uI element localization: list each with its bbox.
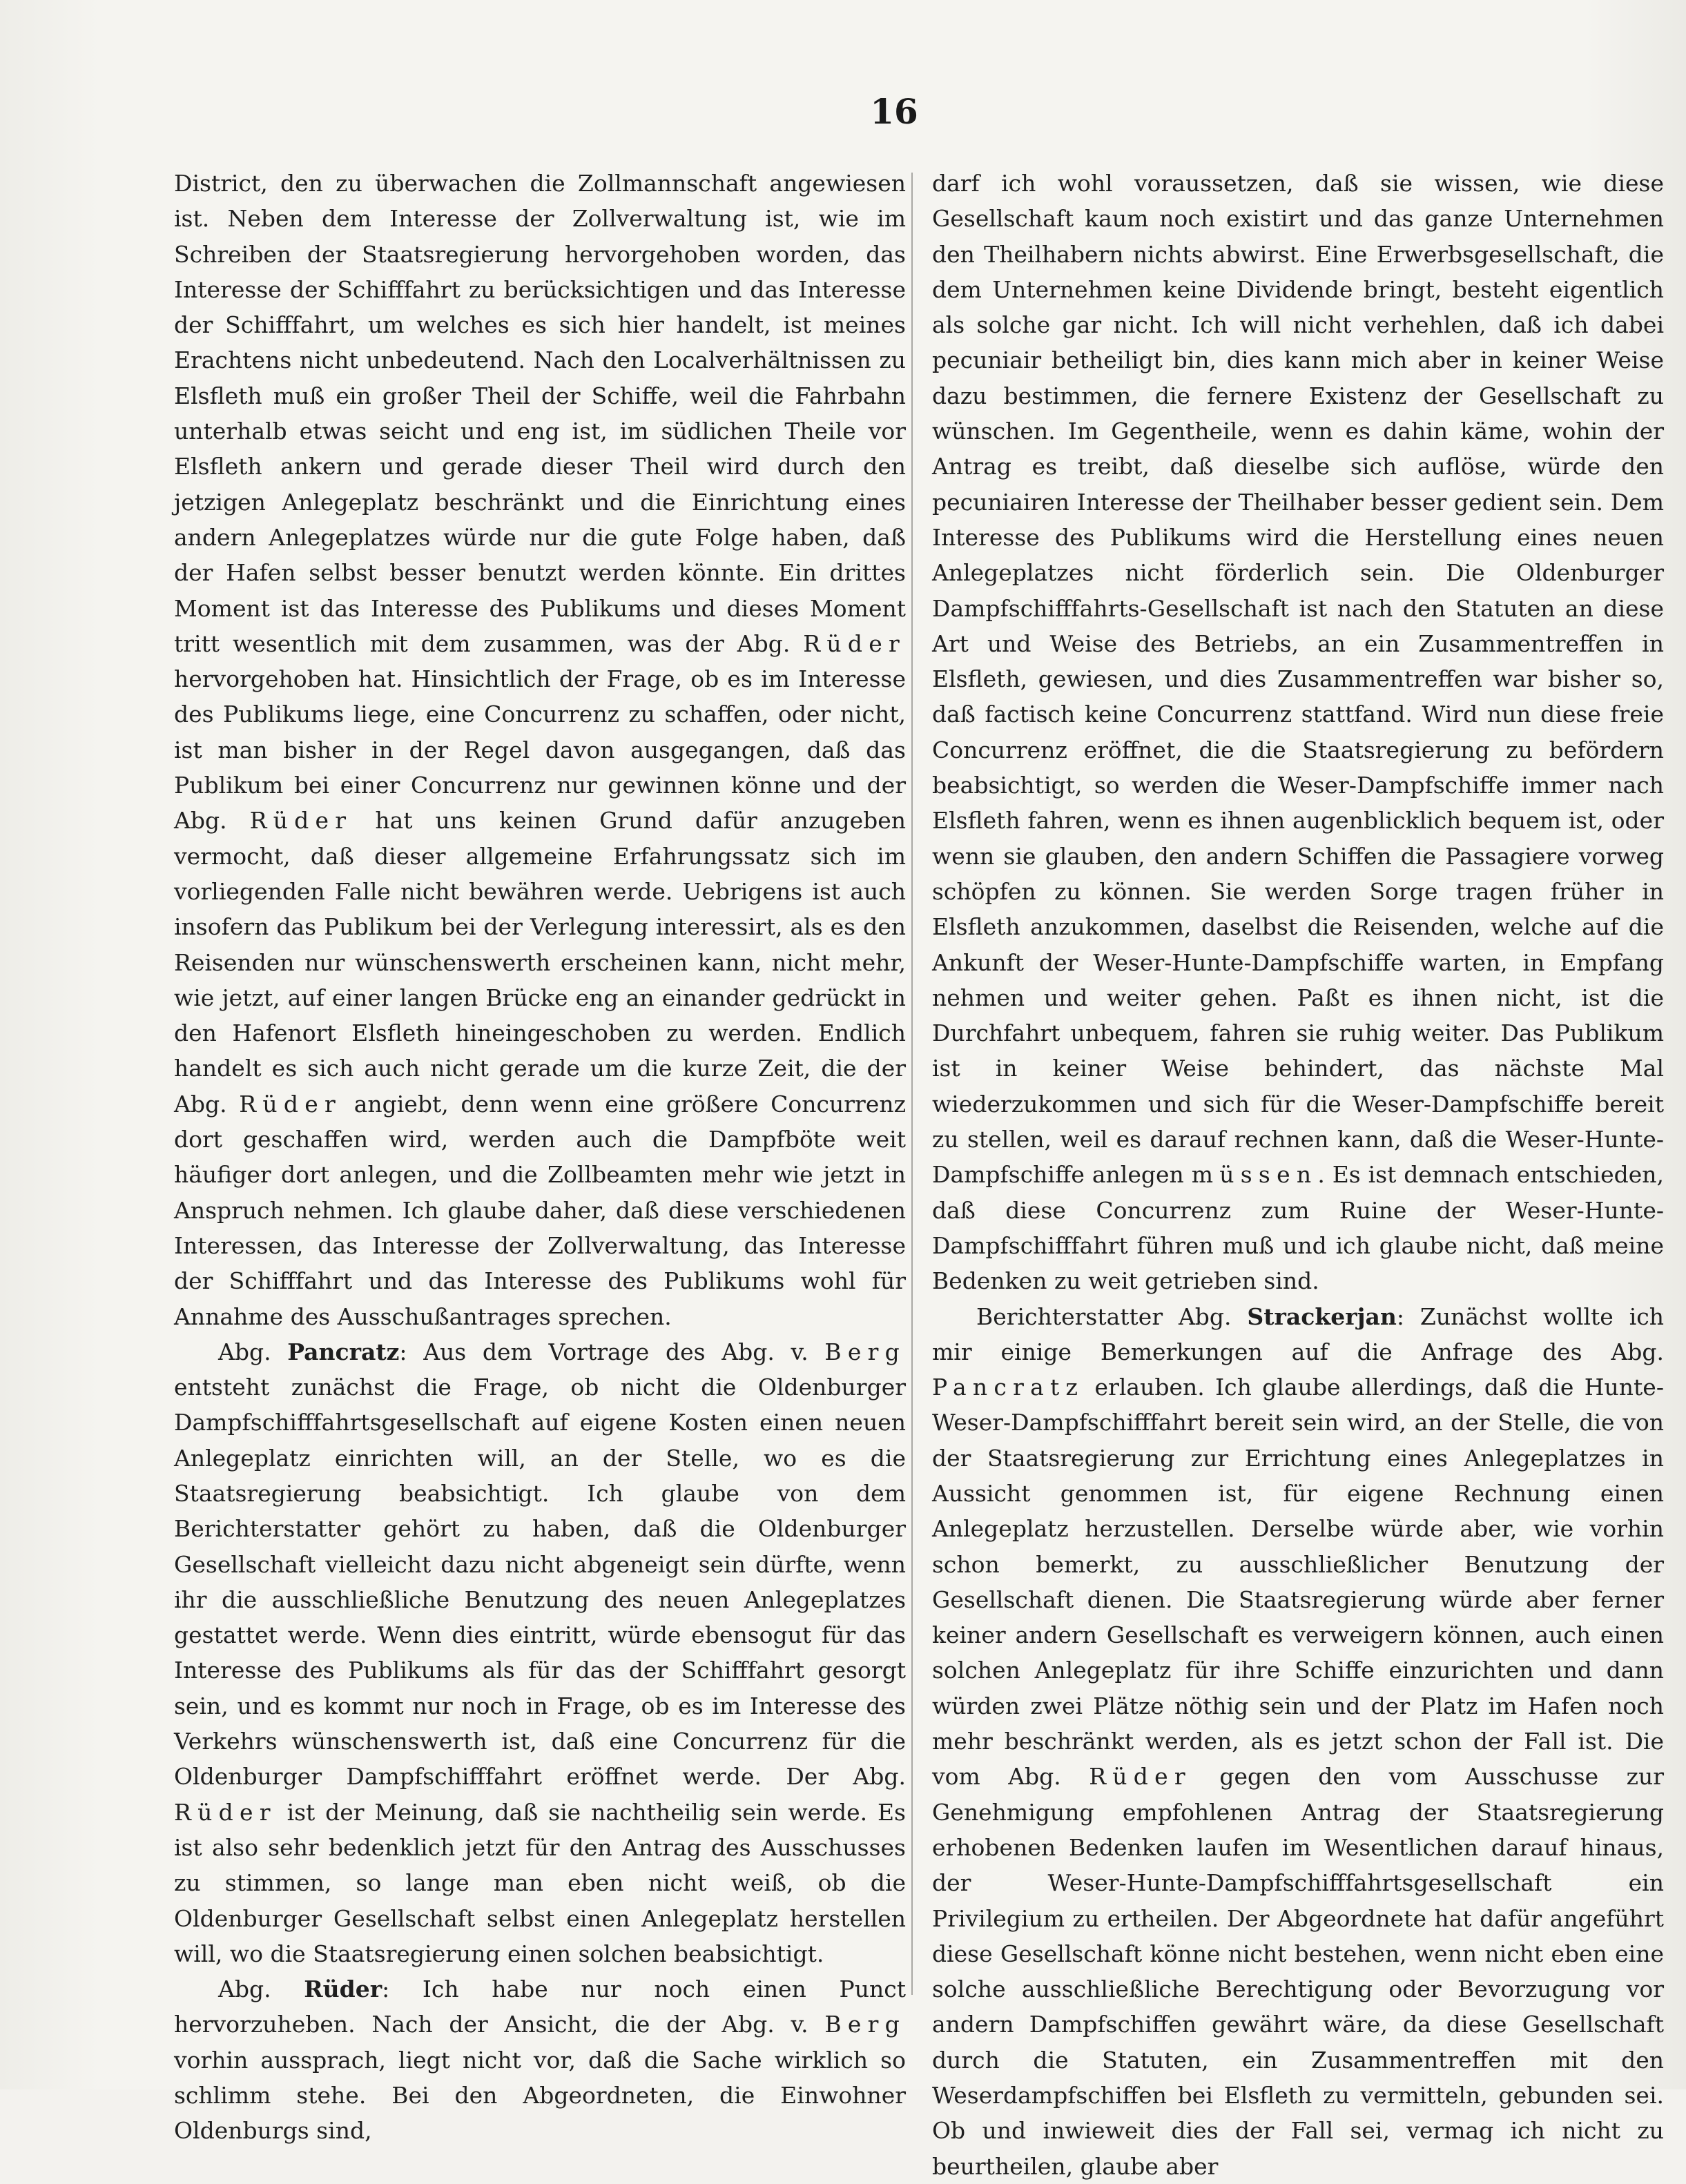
spaced-name: Pancratz [932, 1374, 1085, 1401]
paragraph [174, 1334, 906, 1971]
left-column [174, 166, 907, 2145]
page-number: 16 [870, 91, 918, 132]
text-run: gegen den vom Ausschusse zur Genehmigung empfohlenen Antrag der Staatsregierung erhobenen Bedenken laufen im Wesentlichen darauf hinaus, der Weser-Hunte-Dampfschifffahrtsgesellschaft ein Privilegium zu ertheilen. Der Abgeordnete hat dafür angeführt diese Gesellschaft könne nicht bestehen, wenn nicht eben eine solche ausschließliche Berechtigung oder Bevorzugung vor andern Dampfschiffen gewährt wäre, da diese Gesellschaft durch die Statuten, ein Zusammentreffen mit den Weserdampfschiffen bei Elsfleth zu vermitteln, gebunden sei. Ob und inwieweit dies der Fall sei, vermag ich nicht zu beurtheilen, glaube aber [932, 1763, 1664, 2180]
right-column [932, 166, 1665, 2180]
paragraph [932, 1299, 1664, 2184]
text-run: District, den zu überwachen die Zollmannschaft angewiesen ist. Neben dem Interesse der Zollverwaltung ist, wie im Schreiben der Staatsregierung hervorgehoben worden, das Interesse der Schifffahrt zu berücksichtigen und das Interesse der Schifffahrt, um welches es sich hier handelt, ist meines Erachtens nicht unbedeutend. Nach den Localverhältnissen zu Elsfleth muß ein großer Theil der Schiffe, weil die Fahrbahn unterhalb etwas seicht und eng ist, im südlichen Theile vor Elsfleth ankern und gerade dieser Theil wird durch den jetzigen Anlegeplatz beschränkt und die Einrichtung eines andern Anlegeplatzes würde nur die gute Folge haben, daß der Hafen selbst besser benutzt werden könnte. Ein drittes Moment ist das Interesse des Publikums und dieses Moment tritt wesentlich mit dem zusammen, was der Abg. [174, 170, 906, 657]
spaced-name: Rüder [249, 807, 353, 835]
spaced-name: Rüder [1089, 1763, 1192, 1791]
text-run: . Es ist demnach entschieden, daß diese Concurrenz zum Ruine der Weser-Hunte-Dampfschifffahrt führen muß und ich glaube nicht, daß meine Bedenken zu weit getrieben sind. [932, 1161, 1665, 1295]
text-run: : Ich habe nur noch einen Punct hervorzuheben. Nach der Ansicht, die der Abg. v. [174, 1976, 907, 2038]
text-run: erlauben. Ich glaube allerdings, daß die Hunte-Weser-Dampfschifffahrt bereit sein wird, an der Stelle, die von der Staatsregierung zur Errichtung eines Anlegeplatzes in Aussicht genommen ist, für eigene Rechnung einen Anlegeplatz herzustellen. Derselbe würde aber, wie vorhin schon bemerkt, zu ausschließlicher Benutzung der Gesellschaft dienen. Die Staatsregierung würde aber ferner keiner andern Gesellschaft es verweigern können, auch einen solchen Anlegeplatz für ihre Schiffe einzurichten und dann würden zwei Plätze nöthig sein und der Platz im Hafen noch mehr beschränkt werden, als es jetzt schon der Fall ist. Die vom Abg. [932, 1374, 1664, 1791]
speaker-name: Rüder [304, 1976, 382, 2003]
emphasized-word: müssen [1191, 1161, 1318, 1189]
speaker-name: Strackerjan [1247, 1303, 1397, 1330]
text-run: hat uns keinen Grund dafür anzugeben vermocht, daß dieser allgemeine Erfahrungssatz sich im vorliegenden Falle nicht bewähren werde. Uebrigens ist auch insofern das Publikum bei der Verlegung interessirt, als es den Reisenden nur wünschenswerth erscheinen kann, nicht mehr, wie jetzt, auf einer langen Brücke eng an einander gedrückt in den Hafenort Elsfleth hineingeschoben zu werden. Endlich handelt es sich auch nicht gerade um die kurze Zeit, die der Abg. [174, 807, 907, 1118]
column-divider [911, 173, 913, 1995]
spaced-name: Rüder [174, 1798, 277, 1826]
text-run: entsteht zunächst die Frage, ob nicht die Oldenburger Dampfschifffahrtsgesellschaft auf eigene Kosten einen neuen Anlegeplatz einrichten will, an der Stelle, wo es die Staatsregierung beabsichtigt. Ich glaube von dem Berichterstatter gehört zu haben, daß die Oldenburger Gesellschaft vielleicht dazu nicht abgeneigt sein dürfte, wenn ihr die ausschließliche Benutzung des neuen Anlegeplatzes gestattet werde. Wenn dies eintritt, würde ebensogut für das Interesse des Publikums als für das der Schifffahrt gesorgt sein, und es kommt nur noch in Frage, ob es im Interesse des Verkehrs wünschenswerth ist, daß eine Concurrenz für die Oldenburger Dampfschifffahrt eröffnet werde. Der Abg. [174, 1374, 906, 1791]
paragraph [174, 166, 906, 1334]
text-run: darf ich wohl voraussetzen, daß sie wissen, wie diese Gesellschaft kaum noch existirt und das ganze Unternehmen den Theilhabern nichts abwirst. Eine Erwerbsgesellschaft, die dem Unternehmen keine Dividende bringt, besteht eigentlich als solche gar nicht. Ich will nicht verhehlen, daß ich dabei pecuniair betheiligt bin, dies kann mich aber in keiner Weise dazu bestimmen, die fernere Existenz der Gesellschaft zu wünschen. Im Gegentheile, wenn es dahin käme, wohin der Antrag es treibt, daß dieselbe sich auflöse, würde den pecuniairen Interesse der Theilhaber besser gedient sein. Dem Interesse des Publikums wird die Herstellung eines neuen Anlegeplatzes nicht förderlich sein. Die Oldenburger Dampfschifffahrts-Gesellschaft ist nach den Statuten an diese Art und Weise des Betriebs, an ein Zusammentreffen in Elsfleth, gewiesen, und dies Zusammentreffen war bisher so, daß factisch keine Concurrenz stattfand. Wird nun diese freie Concurrenz eröffnet, die die Staatsregierung zu befördern beabsichtigt, so werden die Weser-Dampfschiffe immer nach Elsfleth fahren, wenn es ihnen augenblicklich bequem ist, oder wenn sie glauben, den andern Schiffen die Passagiere vorweg schöpfen zu können. Sie werden Sorge tragen früher in Elsfleth anzukommen, daselbst die Reisenden, welche auf die Ankunft der Weser-Hunte-Dampfschiffe warten, in Empfang nehmen und weiter gehen. Paßt es ihnen nicht, ist die Durchfahrt unbequem, fahren sie ruhig weiter. Das Publikum ist in keiner Weise behindert, das nächste Mal wiederzukommen und sich für die Weser-Dampfschiffe bereit zu stellen, weil es darauf rechnen kann, daß die Weser-Hunte-Dampfschiffe anlegen [932, 170, 1664, 1189]
text-run: : Aus dem Vortrage des Abg. v. [399, 1338, 825, 1365]
spaced-name: Rüder [803, 630, 906, 657]
spaced-name: Rüder [239, 1090, 342, 1118]
text-run: Berichterstatter Abg. [976, 1303, 1248, 1330]
text-run: Abg. [218, 1976, 304, 2003]
speaker-name: Pancratz [287, 1338, 400, 1365]
paragraph [932, 166, 1664, 1299]
paragraph [174, 1971, 906, 2148]
text-run: hervorgehoben hat. Hinsichtlich der Frage, ob es im Interesse des Publikums liege, eine Concurrenz zu schaffen, oder nicht, ist man bisher in der Regel davon ausgegangen, daß das Publikum bei einer Concurrenz nur gewinnen könne und der Abg. [174, 665, 906, 835]
spaced-name: Berg [824, 1338, 907, 1365]
spaced-name: Berg [824, 2011, 906, 2038]
text-run: vorhin aussprach, liegt nicht vor, daß die Sache wirklich so schlimm stehe. Bei den Abgeordneten, die Einwohner Oldenburgs sind, [174, 2046, 906, 2145]
text-run: ist der Meinung, daß sie nachtheilig sein werde. Es ist also sehr bedenklich jetzt für den Antrag des Ausschusses zu stimmen, so lange man eben nicht weiß, ob die Oldenburger Gesellschaft selbst einen Anlegeplatz herstellen will, wo die Staatsregierung einen solchen beabsichtigt. [174, 1798, 906, 1967]
text-run: : Zunächst wollte ich mir einige Bemerkungen auf die Anfrage des Abg. [932, 1303, 1664, 1365]
text-run: Abg. [218, 1338, 288, 1365]
text-run: angiebt, denn wenn eine größere Concurrenz dort geschaffen wird, werden auch die Dampfböte weit häufiger dort anlegen, und die Zollbeamten mehr wie jetzt in Anspruch nehmen. Ich glaube daher, daß diese verschiedenen Interessen, das Interesse der Zollverwaltung, das Interesse der Schifffahrt und das Interesse des Publikums wohl für Annahme des Ausschußantrages sprechen. [174, 1090, 907, 1330]
